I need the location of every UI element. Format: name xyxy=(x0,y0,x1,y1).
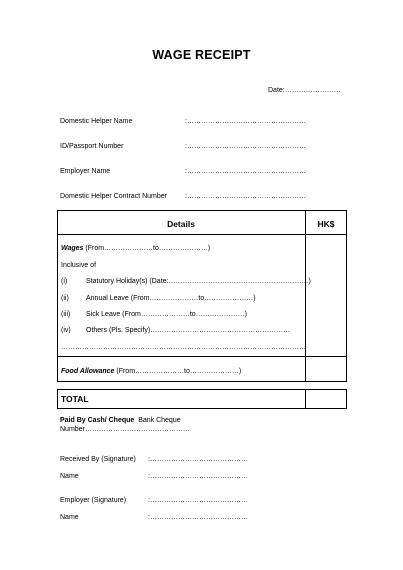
received-by-signature-field[interactable]: :…………………………………… xyxy=(148,456,248,463)
date-field[interactable]: Date:…………………… xyxy=(268,87,341,94)
statutory-holiday-item[interactable]: Statutory Holiday(s) (Date:……………………………………………………) xyxy=(86,278,311,285)
paid-by-value[interactable]: Bank Cheque xyxy=(138,417,181,424)
paid-by-label: Paid By Cash/ Cheque xyxy=(60,417,135,424)
wages-label: Wages xyxy=(61,245,84,252)
extra-dotted-line[interactable]: …………………………………………………………………………………………… xyxy=(61,344,306,351)
page-title: WAGE RECEIPT xyxy=(152,48,251,62)
payment-method-row xyxy=(60,417,181,424)
wages-row[interactable] xyxy=(61,245,210,252)
total-box xyxy=(57,389,347,409)
table-header-divider xyxy=(57,234,347,235)
food-allowance-row[interactable] xyxy=(61,368,241,375)
details-header: Details xyxy=(167,219,195,229)
currency-header: HK$ xyxy=(317,219,335,229)
employer-name-sign-field[interactable]: :…………………………………… xyxy=(148,514,248,521)
annual-leave-item[interactable]: Annual Leave (From…………………to…………………) xyxy=(86,295,256,302)
item-number: (iii) xyxy=(61,311,71,318)
sick-leave-item[interactable]: Sick Leave (From…………………to…………………) xyxy=(86,311,248,318)
employer-signature-label: Employer (Signature) xyxy=(60,497,127,504)
helper-name-label: Domestic Helper Name xyxy=(60,118,133,125)
food-allowance-range[interactable]: (From…………………to…………………) xyxy=(114,368,242,375)
total-label: TOTAL xyxy=(61,394,89,404)
passport-number-label: ID/Passport Number xyxy=(60,143,124,150)
receiver-name-field[interactable]: :…………………………………… xyxy=(148,473,248,480)
employer-name-sign-label: Name xyxy=(60,514,79,521)
total-amount-cell[interactable] xyxy=(306,390,346,408)
inclusive-of-label: Inclusive of xyxy=(61,262,97,269)
item-number: (ii) xyxy=(61,295,69,302)
passport-number-field[interactable]: :…………………………………………… xyxy=(185,143,306,150)
employer-name-label: Employer Name xyxy=(60,168,111,175)
receiver-name-label: Name xyxy=(60,473,79,480)
item-number: (i) xyxy=(61,278,68,285)
wages-range[interactable]: (From…………………to…………………) xyxy=(83,245,211,252)
table-food-divider xyxy=(57,356,347,357)
employer-signature-field[interactable]: :…………………………………… xyxy=(148,497,248,504)
food-allowance-label: Food Allowance xyxy=(61,368,115,375)
contract-number-label: Domestic Helper Contract Number xyxy=(60,193,167,200)
received-by-label: Received By (Signature) xyxy=(60,456,136,463)
others-item[interactable]: Others (Pls. Specify)…………………………………………………… xyxy=(86,327,291,334)
cheque-number-field[interactable]: Number……………………………………… xyxy=(60,426,190,433)
contract-number-field[interactable]: :…………………………………………… xyxy=(185,193,306,200)
item-number: (iv) xyxy=(61,327,71,334)
employer-name-field[interactable]: :…………………………………………… xyxy=(185,168,306,175)
helper-name-field[interactable]: :…………………………………………… xyxy=(185,118,306,125)
